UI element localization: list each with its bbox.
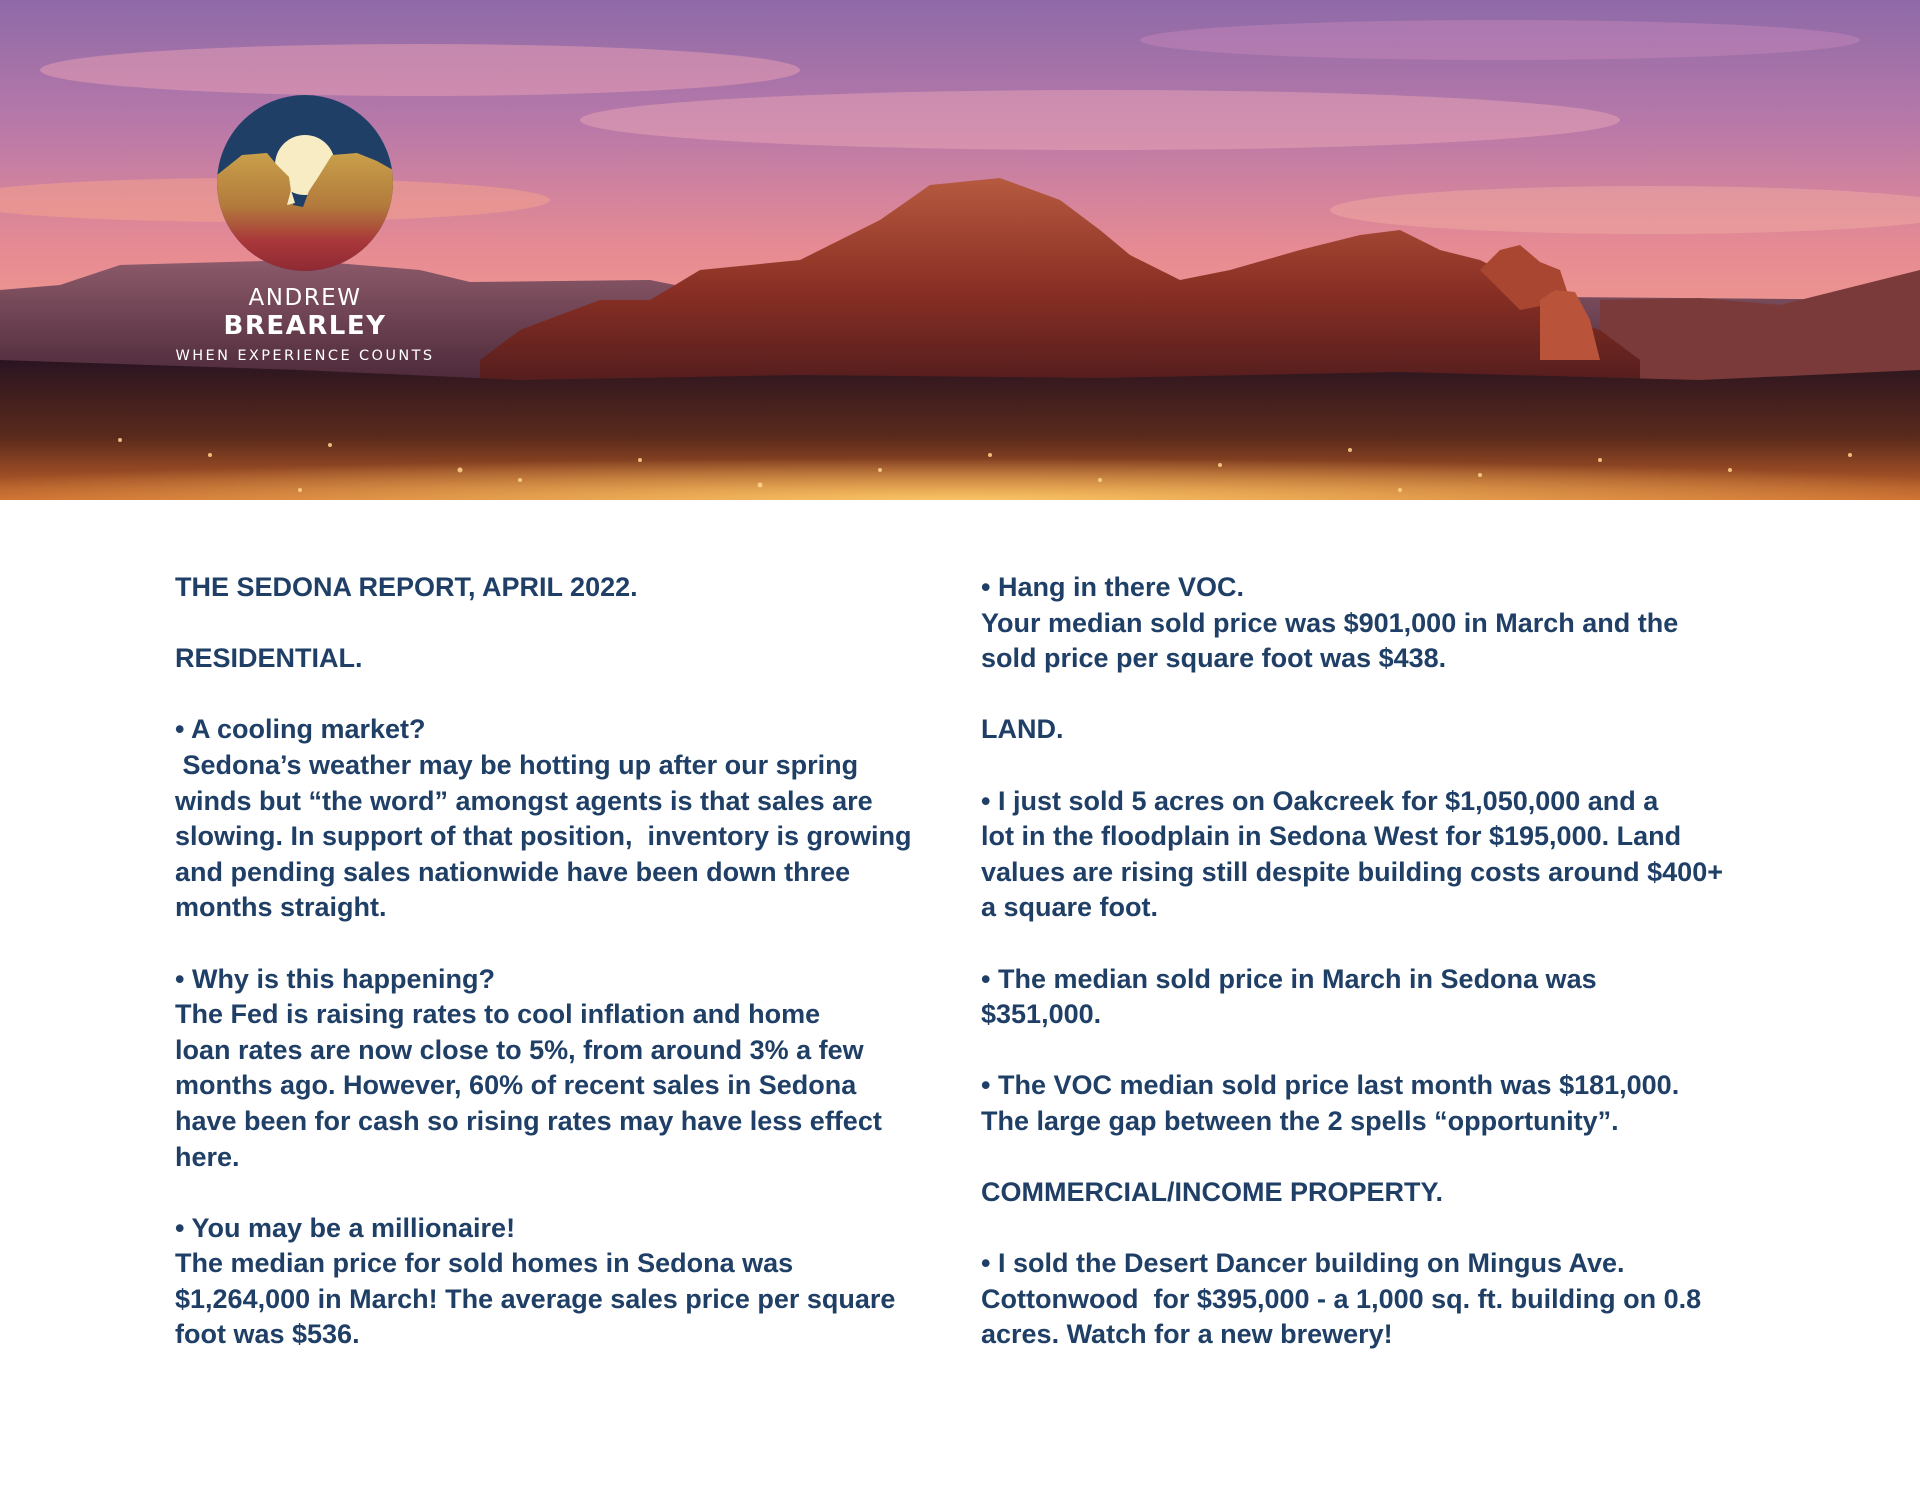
brand-first-name: ANDREW	[248, 285, 362, 311]
commercial-section	[981, 1246, 1761, 1353]
millionaire-section	[175, 1211, 955, 1353]
commercial-line: acres. Watch for a new brewery!	[981, 1319, 1393, 1350]
why-happening-line: here.	[175, 1141, 240, 1172]
land-sold-line: lot in the floodplain in Sedona West for $195,000. Land	[981, 821, 1682, 852]
land-voc-line: • The VOC median sold price last month was $181,000.	[981, 1070, 1680, 1101]
cooling-market-heading: • A cooling market?	[175, 714, 426, 745]
cooling-market-line: winds but “the word” amongst agents is that sales are	[175, 785, 873, 816]
brand-tagline: WHEN EXPERIENCE COUNTS	[175, 348, 435, 364]
why-happening-line: loan rates are now close to 5%, from around 3% a few	[175, 1034, 864, 1065]
land-sold-line: a square foot.	[981, 892, 1159, 923]
commercial-heading: COMMERCIAL/INCOME PROPERTY.	[981, 1177, 1444, 1208]
report-left-column	[175, 570, 955, 1353]
land-sold-section	[981, 784, 1761, 926]
land-sold-line: • I just sold 5 acres on Oakcreek for $1,050,000 and a	[981, 785, 1659, 816]
land-median-section	[981, 962, 1761, 1033]
commercial-line: • I sold the Desert Dancer building on Mingus Ave.	[981, 1248, 1625, 1279]
why-happening-line: The Fed is raising rates to cool inflation and home	[175, 999, 821, 1030]
report-title: THE SEDONA REPORT, APRIL 2022.	[175, 572, 638, 602]
cooling-market-section	[175, 712, 955, 926]
voc-section	[981, 570, 1761, 677]
cooling-market-line: and pending sales nationwide have been down three	[175, 856, 851, 887]
why-happening-line: have been for cash so rising rates may have less effect	[175, 1105, 882, 1136]
voc-heading: • Hang in there VOC.	[981, 572, 1244, 602]
why-happening-section	[175, 962, 955, 1176]
land-median-line: $351,000.	[981, 999, 1102, 1030]
why-happening-line: months ago. However, 60% of recent sales in Sedona	[175, 1070, 857, 1101]
residential-heading: RESIDENTIAL.	[175, 643, 363, 674]
land-median-line: • The median sold price in March in Sedona was	[981, 963, 1597, 994]
cooling-market-line: Sedona’s weather may be hotting up after our spring	[175, 749, 859, 780]
voc-line: sold price per square foot was $438.	[981, 643, 1447, 674]
commercial-line: Cottonwood for $395,000 - a 1,000 sq. ft. building on 0.8	[981, 1283, 1702, 1314]
why-happening-heading: • Why is this happening?	[175, 963, 495, 994]
millionaire-line: The median price for sold homes in Sedona was	[175, 1248, 794, 1279]
cooling-market-line: months straight.	[175, 892, 387, 923]
brand-badge-icon	[217, 95, 393, 271]
millionaire-heading: • You may be a millionaire!	[175, 1212, 516, 1243]
header-banner	[0, 0, 1920, 500]
voc-line: Your median sold price was $901,000 in March and the	[981, 607, 1679, 638]
land-sold-line: values are rising still despite building costs around $400+	[981, 856, 1723, 887]
millionaire-line: foot was $536.	[175, 1319, 360, 1350]
land-heading: LAND.	[981, 714, 1064, 745]
millionaire-line: $1,264,000 in March! The average sales price per square	[175, 1283, 896, 1314]
report-right-column	[981, 570, 1761, 1353]
cooling-market-line: slowing. In support of that position, inventory is growing	[175, 821, 912, 852]
land-voc-section	[981, 1068, 1761, 1139]
brand-last-name: BREARLEY	[223, 311, 387, 341]
land-voc-line: The large gap between the 2 spells “opportunity”.	[981, 1105, 1619, 1136]
brand-logo	[165, 95, 445, 365]
